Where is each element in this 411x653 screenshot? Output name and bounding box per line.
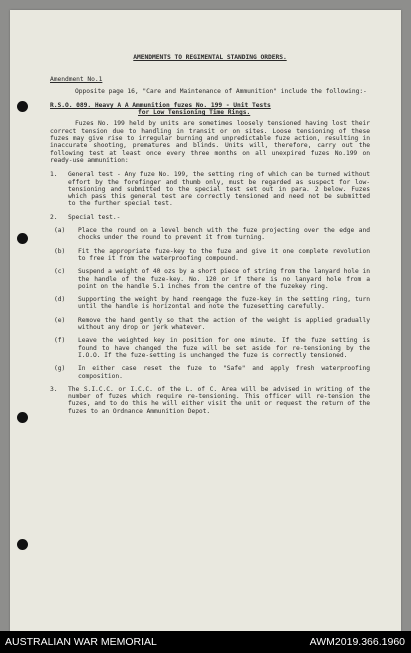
item-text: Leave the weighted key in position for one minute. If the fuze setting is found to have changed the fuze will be set aside for re-tensioning by the I.O.O. If the fuze-setting is unchanged the fuze is correctly tensioned. (78, 337, 370, 359)
item-label: (e) (54, 316, 66, 324)
footer-bar (0, 631, 411, 653)
item-text: Place the round on a level bench with the fuze projecting over the edge and chocks under the round to prevent it from turning. (78, 227, 370, 242)
general-test-paragraph (50, 171, 370, 207)
list-item (50, 248, 370, 263)
punch-hole-icon (17, 101, 28, 112)
item-text: Fit the appropriate fuze-key to the fuze and give it one complete revolution to free it from the waterproofing compound. (78, 247, 370, 262)
item-label: (a) (54, 227, 66, 235)
punch-hole-icon (17, 539, 28, 550)
item-text: Suspend a weight of 40 ozs by a short piece of string from the lanyard hole in the handle of the fuze-key. No. 120 or if there is no lanyard hole from a point on the handle 5.1 inches from the centre of the fuzekey ring. (78, 268, 370, 290)
list-item (50, 317, 370, 332)
item-label: (g) (54, 365, 66, 373)
footer-accession-number: AWM2019.366.1960 (309, 636, 405, 648)
paragraph-number: 1. (50, 171, 58, 179)
punch-hole-icon (17, 233, 28, 244)
special-test-title: Special test.- (68, 213, 121, 221)
section-heading-text: R.S.O. 089. Heavy A A Ammunition fuzes No. 199 - Unit Tests (50, 101, 271, 109)
document-page (10, 10, 401, 631)
special-test-heading (50, 214, 370, 221)
list-item (50, 227, 370, 242)
document-body (50, 54, 370, 421)
item-text: Remove the hand gently so that the action of the weight is applied gradually without any drop or jerk whatever. (78, 316, 370, 332)
general-test-text: General test - Any fuze No. 199, the setting ring of which can be turned without effort by the forefinger and thumb only, must be regarded as suspect for low-tensioning and submitted to the special test set out in para. 2 below. Fuzes which pass this general test are correctly tensioned and need not be submitted to the further special test. (68, 171, 370, 208)
list-item (50, 296, 370, 311)
item-text: Supporting the weight by hand reengage the fuze-key in the setting ring, turn until the handle is horizontal and note the fuzesetting carefully. (78, 296, 370, 311)
amendment-number: Amendment No.1 (50, 76, 103, 84)
item-label: (d) (54, 296, 66, 304)
footer-credit: AUSTRALIAN WAR MEMORIAL (5, 636, 157, 648)
special-test-list (50, 227, 370, 380)
paragraph-number: 2. (50, 213, 58, 221)
opposite-note: Opposite page 16, "Care and Maintenance of Ammunition" include the following:- (75, 87, 367, 95)
paragraph-number: 3. (50, 385, 58, 393)
section-subheading: for Low Tensioning Time Rings. (138, 109, 251, 117)
list-item (50, 337, 370, 359)
para3-text: The S.I.C.C. or I.C.C. of the L. of C. Area will be advised in writing of the number of fuzes which require re-tensioning. This officer will re-tension the fuzes, and to do this he will either visit the unit or request the return of the fuzes to an Ordnance Ammunition Depot. (68, 385, 370, 415)
item-text: In either case reset the fuze to "Safe" and apply fresh waterproofing composition. (78, 365, 370, 380)
intro-paragraph: Fuzes No. 199 held by units are sometimes loosely tensioned having lost their correct tension due to handling in transit or on sites. Loose tensioning of these fuzes may give rise to irregular burning and unpredictable fuze action, resulting in inaccurate shooting, prematures and blinds. Units will, therefore, carry out the following test at least once every three months on all unexpired fuzes No.199 on ready-use ammunition: (50, 120, 370, 164)
section-heading (50, 102, 370, 117)
para3-paragraph (50, 386, 370, 415)
item-label: (b) (54, 247, 66, 255)
item-label: (c) (54, 268, 66, 276)
item-label: (f) (54, 337, 66, 345)
list-item (50, 365, 370, 380)
list-item (50, 268, 370, 290)
document-title: AMENDMENTS TO REGIMENTAL STANDING ORDERS. (133, 54, 287, 61)
punch-hole-icon (17, 412, 28, 423)
